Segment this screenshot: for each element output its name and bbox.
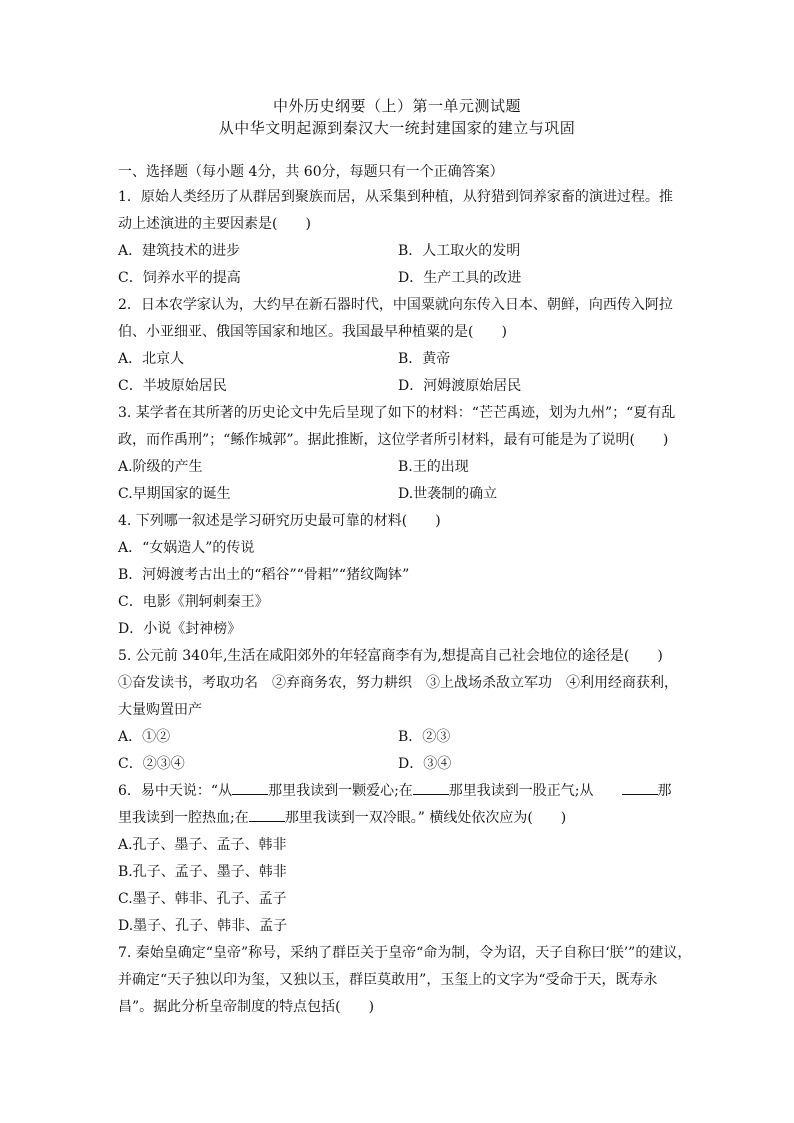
q2-stem-line1: 2．日本农学家认为，大约早在新石器时代，中国粟就向东传入日本、朝鲜，向西传入阿拉 [118, 297, 673, 313]
q6-text-part2: 那里我读到一颗爱心;在 [268, 783, 413, 799]
q6-text-part5: 里我读到一腔热血;在 [118, 810, 249, 826]
q6-text-part1: 6．易中天说：“从 [118, 783, 233, 799]
q5-options-row2 [118, 751, 678, 778]
q1-option-a: A．建筑技术的进步 [118, 243, 241, 259]
q2-option-c: C．半坡原始居民 [118, 378, 227, 394]
q4-option-c: C．电影《荆轲刺秦王》 [118, 594, 269, 610]
q2-option-a: A．北京人 [118, 351, 185, 367]
fill-blank [622, 780, 658, 795]
q5-option-a: A．①② [118, 729, 171, 745]
fill-blank [232, 780, 268, 795]
q6-option-a: A.孔子、墨子、孟子、韩非 [118, 837, 287, 853]
q1-option-c: C．饲养水平的提高 [118, 270, 241, 286]
q3-stem-line2: 政，而作禹刑”；“鲧作城郭”。据此推断，这位学者所引材料，最有可能是为了说明( ) [118, 432, 669, 448]
fill-blank [413, 780, 449, 795]
q7-stem-line1: 7. 秦始皇确定“皇帝”称号，采纳了群臣关于皇帝“命为制，令为诏，天子自称曰‘朕’”的建议， [118, 945, 692, 961]
q3-options-row1 [118, 454, 678, 481]
q6-text-part6: 那里我读到一双冷眼。” 横线处依次应为( ) [284, 810, 567, 826]
q4-option-b: B．河姆渡考古出土的“稻谷”“骨耜”“猪纹陶钵” [118, 567, 410, 583]
q6-text-part4: 那 [657, 783, 672, 799]
q6-stem-line2 [118, 805, 678, 832]
q1-options-row2 [118, 265, 678, 292]
q2-stem-line2: 伯、小亚细亚、俄国等国家和地区。我国最早种植粟的是( ) [118, 324, 507, 340]
q6-text-part3: 那里我读到一股正气;从 [448, 783, 594, 799]
q1-options-row1 [118, 238, 678, 265]
q1-stem-line2: 动上述演进的主要因素是( ) [118, 216, 311, 232]
q6-option-d: D.墨子、孔子、韩非、孟子 [118, 918, 288, 934]
q3-stem-line1: 3. 某学者在其所著的历史论文中先后呈现了如下的材料：“芒芒禹迹，划为九州”；“夏有乱 [118, 405, 676, 421]
q1-option-d: D．生产工具的改进 [398, 270, 522, 286]
q4-stem: 4. 下列哪一叙述是学习研究历史最可靠的材料( ) [118, 513, 441, 529]
fill-blank [249, 807, 285, 822]
q3-option-d: D.世袭制的确立 [398, 486, 498, 502]
q5-stem: 5. 公元前 340年,生活在咸阳郊外的年轻富商李有为,想提高自己社会地位的途径是( ) [118, 648, 663, 664]
q5-options-line1: ①奋发读书，考取功名 ②弃商务农，努力耕织 ③上战场杀敌立军功 ④利用经商获利， [118, 675, 678, 691]
q1-stem-line1: 1．原始人类经历了从群居到聚族而居，从采集到种植，从狩猎到饲养家畜的演进过程。推 [118, 189, 673, 205]
q4-option-a: A．“女娲造人”的传说 [118, 540, 255, 556]
question-content [118, 160, 692, 1021]
q5-option-b: B．②③ [398, 729, 451, 745]
q6-stem-line1 [118, 778, 678, 805]
q5-option-d: D．③④ [398, 756, 452, 772]
document-subtitle: 从中华文明起源到秦汉大一统封建国家的建立与巩固 [218, 119, 576, 137]
q5-option-c: C．②③④ [118, 756, 185, 772]
document-title: 中外历史纲要（上）第一单元测试题 [272, 97, 521, 115]
q2-options-row1 [118, 346, 678, 373]
q6-option-b: B.孔子、孟子、墨子、韩非 [118, 864, 287, 880]
q1-option-b: B．人工取火的发明 [398, 243, 521, 259]
q7-stem-line2: 并确定“天子独以印为玺，又独以玉，群臣莫敢用”，玉玺上的文字为“受命于天，既寿永 [118, 972, 658, 988]
q2-options-row2 [118, 373, 678, 400]
section-heading: 一、选择题（每小题 4分，共 60分，每题只有一个正确答案） [118, 164, 504, 180]
q2-option-d: D．河姆渡原始居民 [398, 378, 522, 394]
q3-options-row2 [118, 481, 678, 508]
q3-option-b: B.王的出现 [398, 459, 469, 475]
q5-options-line2: 大量购置田产 [118, 702, 202, 718]
q2-option-b: B．黄帝 [398, 351, 451, 367]
q4-option-d: D．小说《封神榜》 [118, 621, 242, 637]
q7-stem-line3: 昌”。据此分析皇帝制度的特点包括( ) [118, 999, 375, 1015]
q3-option-c: C.早期国家的诞生 [118, 486, 231, 502]
q6-option-c: C.墨子、韩非、孔子、孟子 [118, 891, 287, 907]
q3-option-a: A.阶级的产生 [118, 459, 203, 475]
q5-options-row1 [118, 724, 678, 751]
